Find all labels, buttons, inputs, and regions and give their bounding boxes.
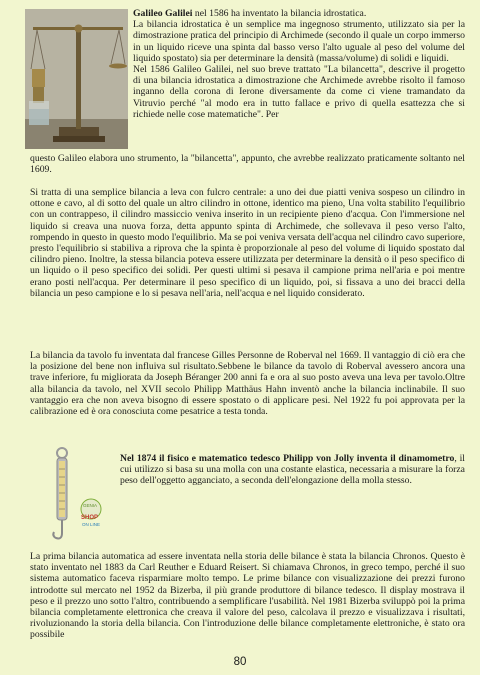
hydrostatic-balance-photo [25, 9, 128, 149]
bilancetta-paragraph-continued: questo Galileo elabora uno strumento, la "bilancetta", appunto, che avrebbe realizzato praticamente soltanto nel 1609. [30, 153, 465, 176]
table-balance-paragraph-block [30, 350, 465, 417]
shop-logo-text-1: GENIA [83, 503, 98, 508]
dynamometer-illustration [28, 445, 116, 545]
dynamometer-text-block [120, 453, 465, 487]
automatic-balance-paragraph: La prima bilancia automatica ad essere inventata nella storia delle bilance è stata la bilancia Chronos. Questo è stato inventato nel 1883 da Carl Reuther e Eduard Reisert. Si chiamava Chronos, in greco tempo, perché il suo sistema automatico faceva risparmiare molto tempo. Le prime bilance con visualizzazione dei prezzi furono introdotte sul mercato nel 1952 da Bizerba, il più grande produttore di bilance tedesco. Il display mostrava il peso e il prezzo uno sotto l'altro, contribuendo a semplificare l'usabilità. Nel 1981 Bizerba sviluppò poi la prima bilancia completamente elettronica che creava il valore del peso, calcolava il prezzo e visualizzava i risultati, rivoluzionando la storia della bilancia. Con l'introduzione delle bilance completamente elettroniche, è stato ora possibile [30, 551, 465, 641]
shop-logo-text-2: SHOP [81, 515, 99, 521]
hydrostatic-description: La bilancia idrostatica è un semplice ma ingegnoso strumento, utilizzato sia per la dimostrazione pratica del principio di Archimede (secondo il quale un corpo immerso in un liquido riceve una spinta dal basso verso l'alto uguale al peso del volume del liquido spostato) sia per determinare la densità (massa/volume) di solidi e liquidi. [133, 19, 465, 64]
intro-heading-rest: nel 1586 ha inventato la bilancia idrostatica. [192, 8, 367, 19]
bilancetta-paragraph: Nel 1586 Galileo Galilei, nel suo breve trattato "La bilancetta", descrive il progetto di una bilancia idrostatica a dimostrazione che Archimede avrebbe risolto il famoso inganno della corona di Ierone diversamente da come ci viene tramandato da Vitruvio perché "al modo era in tutto fallace e privo di quella esattezza che si richiede nelle cose matematiche". Per [133, 64, 465, 120]
bilancetta-paragraph-continued-block [30, 153, 465, 175]
dynamometer-bold-text: Nel 1874 il fisico e matematico tedesco Philipp von Jolly inventa il dinamometro [120, 453, 455, 464]
hydrostatic-balance-illustration [25, 9, 128, 149]
dynamometer-rest-text: , il cui utilizzo si basa su una molla con una costante elastica, necessaria a misurare la forza peso dell'oggetto agganciato, a seconda dell'elongazione della molla stesso. [120, 453, 466, 487]
automatic-balance-paragraph-block [30, 551, 465, 641]
dynamometer-photo [28, 445, 116, 545]
intro-heading [133, 8, 465, 19]
intro-text-block [133, 8, 465, 120]
lever-balance-paragraph: Si tratta di una semplice bilancia a leva con fulcro centrale: a uno dei due piatti veniva sospeso un cilindro in ottone e cavo, al di sotto del quale un altro cilindro in ottone, identico ma pieno, Una volta stabilito l'equilibrio con un contrappeso, il cilindro massiccio veniva inserito in un recipiente pieno d'acqua. Con l'immersione nel liquido si creava una nuova forza, detta appunto spinta di Archimede, che sollevava il peso verso l'alto, rompendo in questo in questo modo l'equilibrio. Ma se poi veniva versata dell'acqua nel cilindro cavo superiore, presto l'equilibrio si stabiliva a riprova che la spinta è proporzionale al peso del volume di liquido spostato dal cilindro pieno. Inoltre, la stessa bilancia poteva essere utilizzata per determinare la densità o il peso specifico di un liquido o il peso specifico dei solidi. Per questi ultimi si pesava il campione prima nell'aria e poi mentre erano posti nell'acqua. Per determinare il peso specifico di un liquido, poi, si fissava a uno dei bracci della bilancia un peso campione e lo si pesava nell'aria, nell'acqua e nel liquido considerato. [30, 187, 465, 299]
galileo-name: Galileo Galilei [133, 8, 193, 19]
dynamometer-paragraph [120, 453, 465, 487]
table-balance-paragraph: La bilancia da tavolo fu inventata dal francese Gilles Personne de Roberval nel 1669. Il vantaggio di ciò era che la posizione del bene non influiva sul risultato.Sebbene le bilance da tavolo di Roberval avessero ancora una trave inferiore, fu migliorata da Joseph Béranger 200 anni fa e ora al suo posto aveva una leva per tavolo.Oltre alla bilancia da tavolo, nel XVII secolo Philipp Matthäus Hahn inventò anche la bilancia inclinabile. Il suo vantaggio era che non aveva bisogno di essere spostato o di applicare pesi. Nel 1922 fu poi approvata per la calibrazione ed è ora conosciuta come pesatrice a testa tonda. [30, 350, 465, 418]
page-number: 80 [233, 656, 247, 668]
shop-logo-text-3: ON LINE [82, 522, 101, 527]
lever-balance-paragraph-block [30, 187, 465, 299]
